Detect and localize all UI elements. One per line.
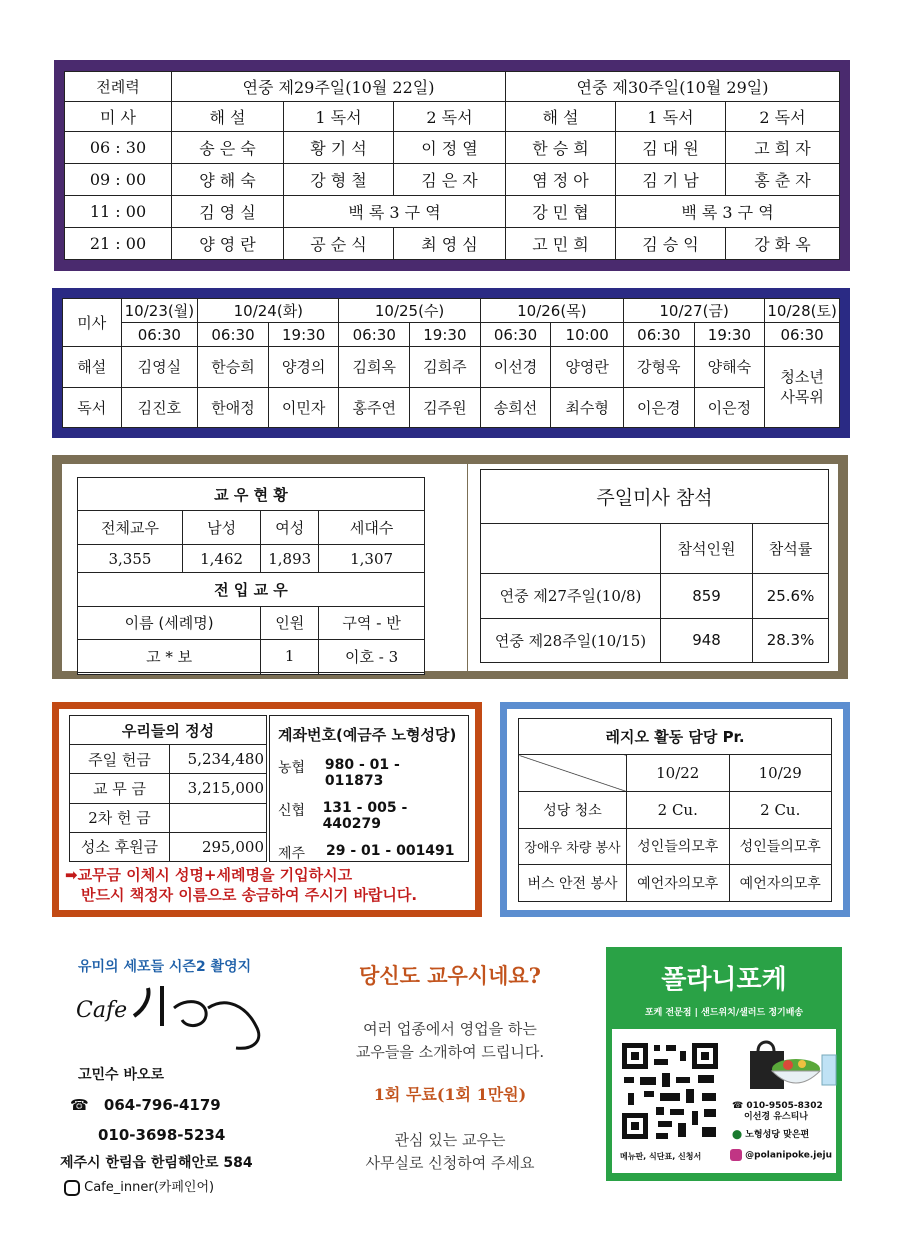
promo-title: 당신도 교우시네요?: [359, 963, 541, 988]
attendance-panel: [468, 464, 838, 671]
name-cell: 김희주: [410, 347, 481, 388]
account-row: [278, 843, 460, 863]
salad-bowl-icon: [768, 1051, 838, 1097]
name-cell: 홍 춘 자: [726, 164, 840, 196]
duty-value: 예언자의모후: [627, 865, 730, 902]
time-cell: 06:30: [339, 323, 410, 347]
name-cell: 김영실: [121, 347, 198, 388]
empty-cell: [481, 524, 661, 574]
reading2-header: 2 독서: [726, 102, 840, 132]
instagram-icon: [730, 1149, 742, 1161]
promo-line: 여러 업종에서 영업을 하는: [363, 1020, 537, 1038]
mass-time: 21 : 00: [65, 228, 172, 260]
cafe-logo-text: Cafe: [76, 998, 128, 1023]
name-cell: 강 형 철: [284, 164, 394, 196]
transfer-header: 인원: [261, 606, 319, 639]
week29-header: 연중 제29주일(10월 22일): [172, 72, 506, 102]
empty-cell: [319, 673, 425, 675]
empty-cell: [78, 673, 261, 675]
name-cell: 강형욱: [623, 347, 694, 388]
name-cell: 이은정: [694, 387, 765, 428]
promo-line: 사무실로 신청하여 주세요: [365, 1154, 535, 1172]
bank-name: 신협: [278, 803, 306, 819]
transfer-title: 전 입 교 우: [78, 573, 425, 606]
attendance-table: [480, 469, 829, 663]
cafe-instagram: Cafe_inner(카페인어): [84, 1180, 215, 1195]
time-cell: 19:30: [694, 323, 765, 347]
promo-line: 교우들을 소개하여 드립니다.: [355, 1043, 545, 1061]
col-header: 전체교우: [78, 511, 183, 544]
week30-header: 연중 제30주일(10월 29일): [506, 72, 840, 102]
col-header: 세대수: [319, 511, 425, 544]
poke-subtitle: 포케 전문점 | 샌드위치/샐러드 정기배송: [644, 1008, 804, 1018]
name-cell: 김 은 자: [394, 164, 506, 196]
time-cell: 06:30: [480, 323, 551, 347]
name-cell: 김 승 익: [616, 228, 726, 260]
mass-time: 11 : 00: [65, 196, 172, 228]
count-header: 참석인원: [661, 524, 753, 574]
sunday-schedule-box: [54, 60, 850, 271]
week-label: 연중 제28주일(10/15): [481, 618, 661, 663]
attendance-title: 주일미사 참석: [481, 470, 829, 524]
phone-icon: ☎: [732, 1101, 744, 1111]
cafe-logo: [76, 978, 276, 1058]
poke-person: 이선경 유스티나: [744, 1112, 808, 1122]
attendance-rate: 25.6%: [753, 574, 829, 619]
stats-box: [52, 455, 848, 679]
cafe-logo-mark: [76, 978, 276, 1058]
offering-value: 5,234,480: [170, 745, 267, 774]
transfer-count: 1: [261, 640, 319, 673]
name-cell: 이민자: [268, 387, 339, 428]
household-value: 1,307: [319, 544, 425, 573]
offering-title: 우리들의 정성: [70, 716, 267, 745]
name-cell: 송 은 숙: [172, 132, 284, 164]
time-cell: 06:30: [121, 323, 198, 347]
saturday-note: 청소년 사목위: [765, 347, 840, 428]
account-number: 131 - 005 - 440279: [322, 800, 408, 832]
male-value: 1,462: [182, 544, 260, 573]
offering-value: [170, 803, 267, 832]
diagonal-cell: [519, 755, 627, 792]
name-cell: 김희옥: [339, 347, 410, 388]
total-value: 3,355: [78, 544, 183, 573]
legio-table: [518, 718, 832, 902]
notice-line: 반드시 책정자 이름으로 송금하여 주시기 바랍니다.: [81, 886, 418, 904]
location-pin-icon: ⬤: [732, 1130, 743, 1140]
name-cell: 최수형: [551, 387, 624, 428]
offering-panel: [59, 709, 475, 910]
attendance-count: 859: [661, 574, 753, 619]
date-header: 10/29: [729, 755, 832, 792]
promo-ad: [320, 948, 580, 1198]
poke-phone-row: [732, 1101, 823, 1123]
bank-name: 농협: [278, 760, 306, 776]
cafe-phone-row: [70, 1096, 221, 1114]
sunday-schedule-table: [64, 71, 840, 260]
name-cell: 김 영 실: [172, 196, 284, 228]
duty-value: 성인들의모후: [627, 828, 730, 865]
poke-instagram: @polanipoke.jeju: [745, 1150, 832, 1161]
commentary-header: 해 설: [506, 102, 616, 132]
duty-value: 2 Cu.: [729, 792, 832, 829]
reading1-header: 1 독서: [284, 102, 394, 132]
mass-time: 06 : 30: [65, 132, 172, 164]
reading-label: 독서: [63, 387, 122, 428]
day-header: 10/27(금): [623, 299, 764, 323]
name-cell: 한애정: [198, 387, 269, 428]
transfer-header: 구역 - 반: [319, 606, 425, 639]
poke-location-row: [732, 1127, 809, 1140]
name-cell: 고 희 자: [726, 132, 840, 164]
account-number: 980 - 01 - 011873: [324, 757, 400, 789]
time-cell: 19:30: [268, 323, 339, 347]
name-cell: 고 민 희: [506, 228, 616, 260]
transfer-district: 이호 - 3: [319, 640, 425, 673]
name-cell: 양해숙: [694, 347, 765, 388]
poke-instagram-row: [730, 1149, 832, 1161]
poke-ad: [606, 947, 842, 1181]
cafe-address: 제주시 한림읍 한림해안로 584: [60, 1155, 253, 1171]
offering-table: [69, 715, 267, 862]
qr-code-icon: [620, 1041, 720, 1141]
group-cell: 백 록 3 구 역: [284, 196, 506, 228]
commentary-header: 해 설: [172, 102, 284, 132]
offering-label: 주일 헌금: [70, 745, 170, 774]
time-cell: 06:30: [765, 323, 840, 347]
notice-line: ➡교무금 이체시 성명+세례명을 기입하시고: [65, 866, 353, 884]
account-title: 계좌번호(예금주 노형성당): [278, 726, 457, 744]
cafe-owner: 고민수 바오로: [78, 1067, 165, 1083]
name-cell: 강 화 옥: [726, 228, 840, 260]
account-row: [278, 800, 460, 832]
cafe-ad: [60, 948, 300, 1198]
parishioner-table: [77, 477, 425, 675]
name-cell: 이 정 열: [394, 132, 506, 164]
female-value: 1,893: [261, 544, 319, 573]
attendance-rate: 28.3%: [753, 618, 829, 663]
mass-time: 09 : 00: [65, 164, 172, 196]
duty-value: 2 Cu.: [627, 792, 730, 829]
duty-value: 성인들의모후: [729, 828, 832, 865]
commentary-label: 해설: [63, 347, 122, 388]
parishioner-panel: [62, 464, 467, 671]
name-cell: 송희선: [480, 387, 551, 428]
offering-label: 성소 후원금: [70, 832, 170, 861]
transfer-name: 고 * 보: [78, 640, 261, 673]
col-header: 여성: [261, 511, 319, 544]
attendance-count: 948: [661, 618, 753, 663]
duty-label: 버스 안전 봉사: [519, 865, 627, 902]
name-cell: 김진호: [121, 387, 198, 428]
name-cell: 이은경: [623, 387, 694, 428]
name-cell: 양경의: [268, 347, 339, 388]
time-cell: 06:30: [623, 323, 694, 347]
name-cell: 양 해 숙: [172, 164, 284, 196]
name-cell: 이선경: [480, 347, 551, 388]
poke-card: [612, 1029, 836, 1173]
time-cell: 19:30: [410, 323, 481, 347]
offering-value: 3,215,000: [170, 774, 267, 803]
poke-name: 폴라니포케: [661, 965, 787, 995]
transfer-notice: [65, 865, 417, 905]
poke-phone: 010-9505-8302: [746, 1101, 823, 1111]
name-cell: 황 기 석: [284, 132, 394, 164]
poke-footer-left: 메뉴판, 식단표, 신청서: [620, 1152, 702, 1161]
day-header: 10/25(수): [339, 299, 480, 323]
day-header: 10/24(화): [198, 299, 339, 323]
name-cell: 김주원: [410, 387, 481, 428]
offering-label: 교 무 금: [70, 774, 170, 803]
poke-location: 노형성당 맞은편: [745, 1130, 810, 1140]
reading1-header: 1 독서: [616, 102, 726, 132]
account-row: [278, 757, 460, 789]
name-cell: 양 영 란: [172, 228, 284, 260]
liturgical-calendar-header: 전례력: [65, 72, 172, 102]
duty-label: 장애우 차량 봉사: [519, 828, 627, 865]
reading2-header: 2 독서: [394, 102, 506, 132]
time-cell: 10:00: [551, 323, 624, 347]
cafe-mobile: 010-3698-5234: [98, 1126, 226, 1144]
promo-line: 관심 있는 교우는: [394, 1131, 506, 1149]
duty-label: 성당 청소: [519, 792, 627, 829]
legio-box: [500, 702, 850, 917]
name-cell: 홍주연: [339, 387, 410, 428]
name-cell: 공 순 식: [284, 228, 394, 260]
day-header: 10/26(목): [480, 299, 623, 323]
duty-value: 예언자의모후: [729, 865, 832, 902]
legio-title: 레지오 활동 담당 Pr.: [519, 719, 832, 755]
date-header: 10/22: [627, 755, 730, 792]
cafe-instagram-row: [64, 1176, 214, 1196]
rate-header: 참석률: [753, 524, 829, 574]
name-cell: 김 대 원: [616, 132, 726, 164]
name-cell: 한승희: [198, 347, 269, 388]
legio-panel: [507, 709, 843, 910]
instagram-icon: [64, 1180, 80, 1196]
day-header: 10/23(월): [121, 299, 198, 323]
name-cell: 양영란: [551, 347, 624, 388]
weekday-schedule-table: [62, 298, 840, 428]
mass-label: 미사: [63, 299, 122, 347]
week-label: 연중 제27주일(10/8): [481, 574, 661, 619]
parishioner-title: 교 우 현 황: [78, 478, 425, 511]
group-cell: 백 록 3 구 역: [616, 196, 840, 228]
cafe-tagline: 유미의 세포들 시즌2 촬영지: [78, 959, 252, 975]
name-cell: 김 기 남: [616, 164, 726, 196]
time-cell: 06:30: [198, 323, 269, 347]
offering-label: 2차 헌 금: [70, 803, 170, 832]
cafe-phone: 064-796-4179: [103, 1096, 221, 1114]
name-cell: 염 정 아: [506, 164, 616, 196]
col-header: 남성: [182, 511, 260, 544]
account-info: [269, 715, 469, 862]
account-number: 29 - 01 - 001491: [326, 843, 455, 859]
day-header: 10/28(토): [765, 299, 840, 323]
transfer-header: 이름 (세례명): [78, 606, 261, 639]
offering-value: 295,000: [170, 832, 267, 861]
mass-header: 미 사: [65, 102, 172, 132]
weekday-schedule-box: [52, 288, 850, 438]
name-cell: 강 민 협: [506, 196, 616, 228]
phone-icon: ☎: [70, 1096, 89, 1114]
promo-price: 1회 무료(1회 1만원): [373, 1085, 527, 1104]
bank-name: 제주: [278, 846, 306, 862]
name-cell: 최 영 심: [394, 228, 506, 260]
name-cell: 한 승 희: [506, 132, 616, 164]
empty-cell: [261, 673, 319, 675]
offering-box: [52, 702, 482, 917]
